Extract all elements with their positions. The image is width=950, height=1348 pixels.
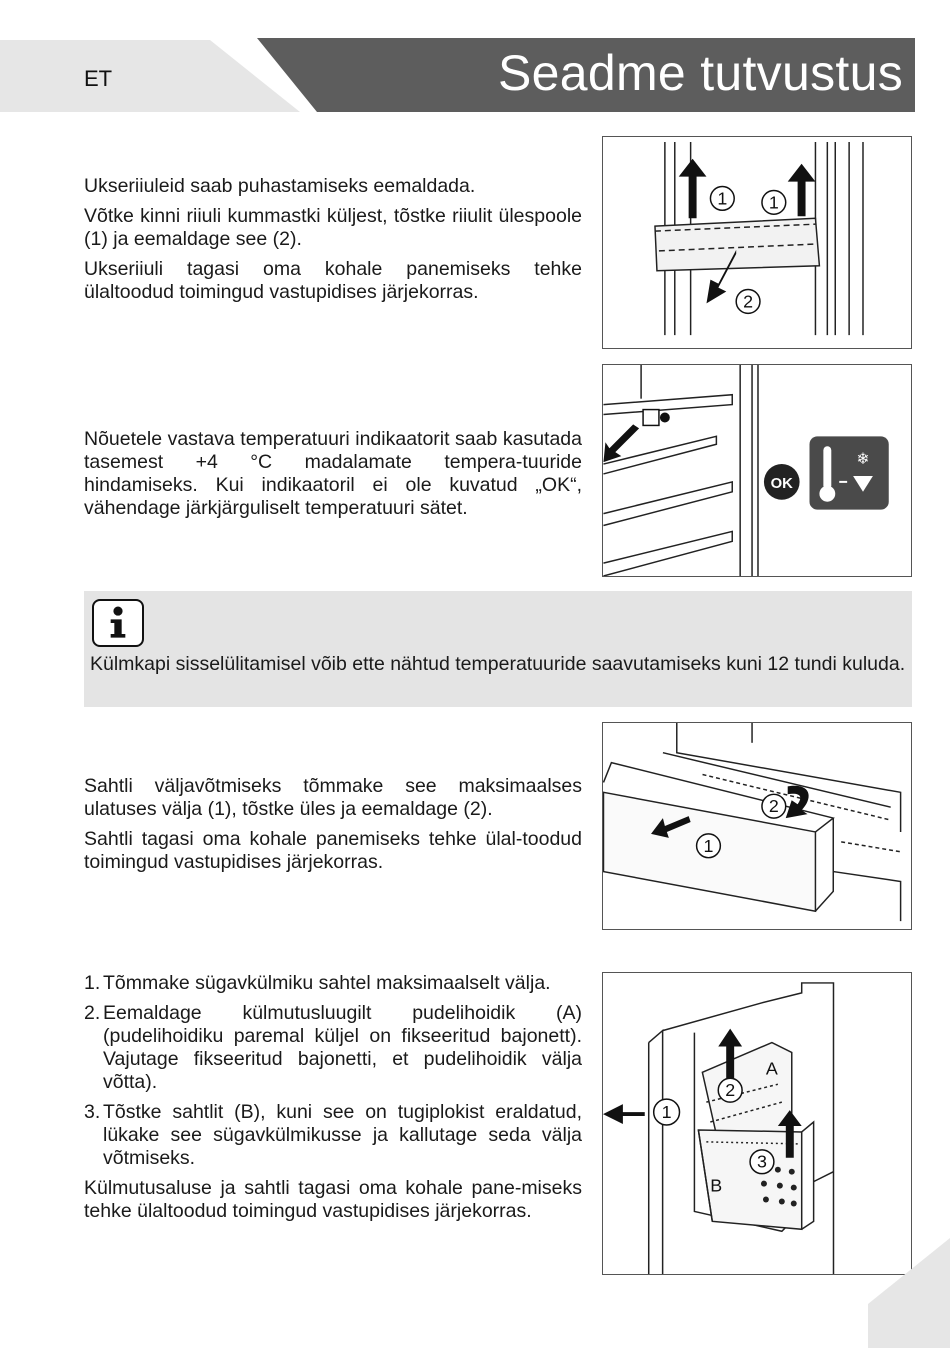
freezer-label-1: 1 xyxy=(661,1102,672,1123)
page-title: Seadme tutvustus xyxy=(497,45,903,101)
freezer-label-b: B xyxy=(710,1175,723,1196)
freezer-p-end: Külmutusaluse ja sahtli tagasi oma kohale pane-miseks tehke ülaltoodud toimingud vastupidises järjekorras. xyxy=(84,1177,582,1222)
freezer-step-2-text: Eemaldage külmutusluugilt pudelihoidik (A) (pudelihoidiku paremal küljel on fikseeritud bajonett). Vajutage fikseeritud bajonetti, et pudelihoidik välja võtta). xyxy=(103,1002,582,1093)
freezer-step-1-text: Tõmmake sügavkülmiku sahtel maksimaalselt välja. xyxy=(103,972,551,994)
freezer-illustration xyxy=(603,973,911,1274)
door-shelf-label-1b: 1 xyxy=(768,192,779,213)
freezer-text xyxy=(84,972,582,1230)
freezer-step-3-text: Tõstke sahtlit (B), kuni see on tugiplokist eraldatud, lükake see sügavkülmikusse ja kallutage seda välja võtmiseks. xyxy=(103,1101,582,1169)
temperature-text xyxy=(84,428,582,527)
temperature-illustration xyxy=(603,365,911,576)
freezer-steps xyxy=(84,972,582,1170)
snowflake-icon: ❄ xyxy=(856,449,870,469)
freezer-step-2 xyxy=(84,1002,582,1094)
door-shelf-p2: Võtke kinni riiuli kummastki küljest, tõstke riiulit ülespoole (1) ja eemaldage see (2). xyxy=(84,205,582,250)
drawer-text xyxy=(84,775,582,881)
header-tab-left xyxy=(0,40,300,112)
drawer-p2: Sahtli tagasi oma kohale panemiseks tehke ülal-toodud toimingud vastupidises järjekorras. xyxy=(84,828,582,873)
info-box xyxy=(84,591,912,707)
door-shelf-p1: Ukseriiuleid saab puhastamiseks eemaldada. xyxy=(84,175,476,197)
drawer-figure xyxy=(602,722,912,930)
drawer-label-2: 2 xyxy=(768,796,779,817)
freezer-step-3-num: 3. xyxy=(84,1101,101,1123)
freezer-step-1 xyxy=(84,972,582,995)
door-shelf-p3: Ukseriiuli tagasi oma kohale panemiseks tehke ülaltoodud toimingud vastupidises järjekorras. xyxy=(84,258,582,303)
door-shelf-label-1a: 1 xyxy=(717,188,728,209)
freezer-label-a: A xyxy=(765,1058,778,1079)
temperature-p1: Nõuetele vastava temperatuuri indikaatorit saab kasutada tasemest +4 °C madalamate tempera-tuuride hindamiseks. Kui indikaatoril ei ole kuvatud „OK“, vähendage järkjärguliselt temperatuuri sätet. xyxy=(84,428,582,519)
info-text: Külmkapi sisselülitamisel võib ette nähtud temperatuuride saavutamiseks kuni 12 tundi kuluda. xyxy=(90,653,906,675)
drawer-p1: Sahtli väljavõtmiseks tõmmake see maksimaalses ulatuses välja (1), tõstke üles ja eemaldage (2). xyxy=(84,775,582,820)
door-shelf-label-2: 2 xyxy=(743,291,754,312)
temperature-ok-label: OK xyxy=(770,475,793,492)
freezer-label-3: 3 xyxy=(756,1151,767,1172)
info-icon xyxy=(92,599,144,647)
temperature-figure xyxy=(602,364,912,577)
freezer-label-2: 2 xyxy=(725,1080,736,1101)
freezer-figure xyxy=(602,972,912,1275)
drawer-label-1: 1 xyxy=(703,835,714,856)
drawer-illustration xyxy=(603,723,911,929)
freezer-step-3 xyxy=(84,1101,582,1170)
door-shelf-illustration xyxy=(603,137,911,348)
freezer-step-2-num: 2. xyxy=(84,1002,101,1024)
door-shelf-text xyxy=(84,175,582,311)
door-shelf-figure xyxy=(602,136,912,349)
language-code: ET xyxy=(84,66,113,91)
freezer-step-1-num: 1. xyxy=(84,972,101,994)
